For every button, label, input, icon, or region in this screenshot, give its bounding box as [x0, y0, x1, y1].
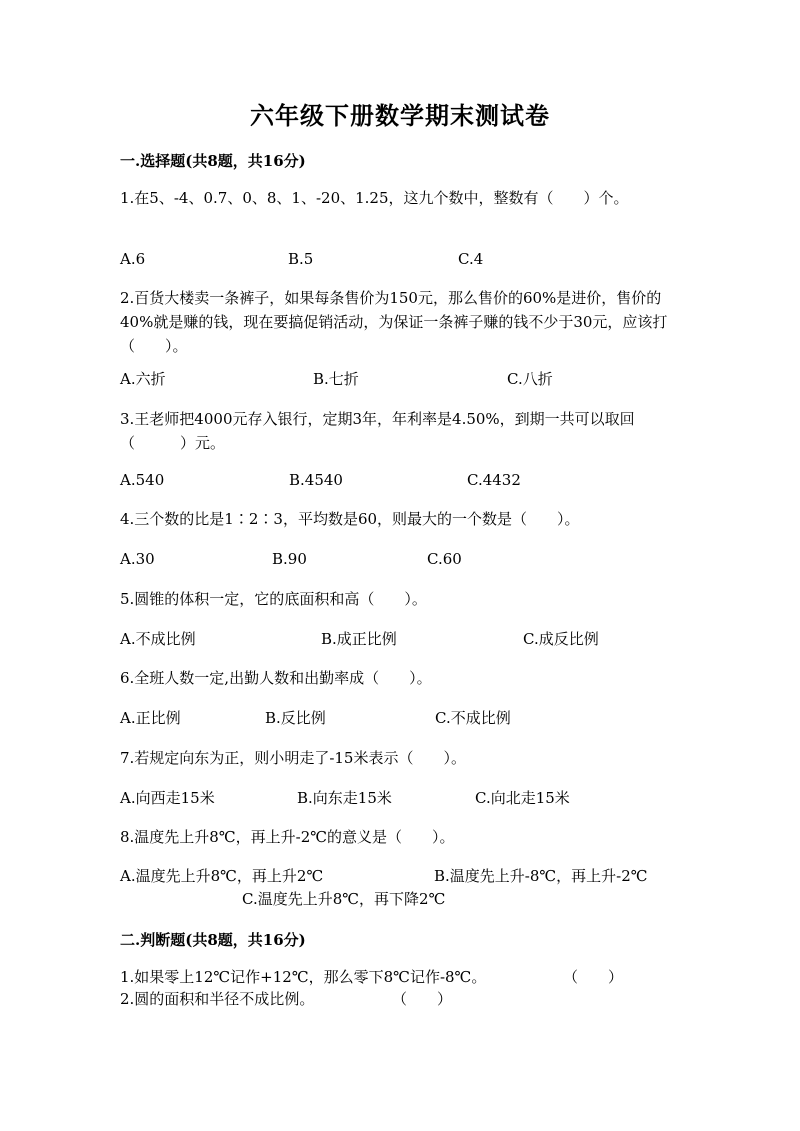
question-6-options — [120, 706, 680, 730]
question-2: 2.百货大楼卖一条裤子，如果每条售价为150元，那么售价的60%是进价，售价的40%就是赚的钱，现在要搞促销活动，为保证一条裤子赚的钱不少于30元，应该打（ ）。 — [120, 289, 668, 355]
option-c: C.4432 — [467, 471, 521, 489]
option-a: A.6 — [120, 250, 146, 268]
question-1-options — [120, 247, 680, 271]
option-c: C.不成比例 — [435, 709, 511, 727]
option-a: A.30 — [120, 550, 155, 568]
option-a: A.六折 — [120, 370, 166, 388]
option-c: C.60 — [427, 550, 462, 568]
question-5-options — [120, 627, 680, 651]
option-b: B.反比例 — [265, 709, 326, 727]
option-b: B.90 — [272, 550, 307, 568]
question-3: 3.王老师把4000元存入银行，定期3年，年利率是4.50%，到期一共可以取回（ ）元。 — [120, 410, 635, 452]
question-7: 7.若规定向东为正，则小明走了-15米表示（ ）。 — [120, 749, 466, 767]
section-heading-choice: 一.选择题(共8题，共16分) — [120, 152, 306, 170]
question-4: 4.三个数的比是1∶2∶3，平均数是60，则最大的一个数是（ ）。 — [120, 510, 580, 528]
option-a: A.温度先上升8℃，再上升2℃ — [120, 867, 324, 885]
judgement-question-1: 1.如果零上12℃记作+12℃，那么零下8℃记作-8℃。 — [120, 968, 487, 986]
section-heading-judgement: 二.判断题(共8题，共16分) — [120, 931, 306, 949]
option-a: A.向西走15米 — [120, 789, 215, 807]
answer-blank: （ ） — [563, 968, 624, 986]
question-7-options — [120, 786, 680, 810]
option-b: B.5 — [288, 250, 314, 268]
option-b: B.七折 — [313, 370, 359, 388]
option-b: B.温度先上升-8℃，再上升-2℃ — [434, 867, 648, 885]
option-c: C.温度先上升8℃，再下降2℃ — [242, 890, 446, 908]
question-8: 8.温度先上升8℃，再上升-2℃的意义是（ ）。 — [120, 828, 455, 846]
option-c: C.八折 — [507, 370, 553, 388]
option-c: C.成反比例 — [523, 630, 599, 648]
option-a: A.正比例 — [120, 709, 181, 727]
question-1: 1.在5、-4、0.7、0、8、1、-20、1.25，这九个数中，整数有（ ）个。 — [120, 189, 629, 207]
option-c: C.4 — [458, 250, 484, 268]
question-6: 6.全班人数一定,出勤人数和出勤率成（ ）。 — [120, 669, 432, 687]
question-3-options — [120, 468, 680, 492]
option-a: A.不成比例 — [120, 630, 196, 648]
page-title: 六年级下册数学期末测试卷 — [250, 101, 550, 130]
option-a: A.540 — [120, 471, 165, 489]
answer-blank: （ ） — [392, 990, 453, 1008]
option-b: B.向东走15米 — [297, 789, 392, 807]
option-b: B.成正比例 — [321, 630, 397, 648]
question-5: 5.圆锥的体积一定，它的底面积和高（ ）。 — [120, 590, 427, 608]
judgement-question-2: 2.圆的面积和半径不成比例。 — [120, 990, 315, 1008]
option-b: B.4540 — [289, 471, 343, 489]
question-4-options — [120, 547, 680, 571]
option-c: C.向北走15米 — [475, 789, 570, 807]
question-2-options — [120, 367, 680, 391]
